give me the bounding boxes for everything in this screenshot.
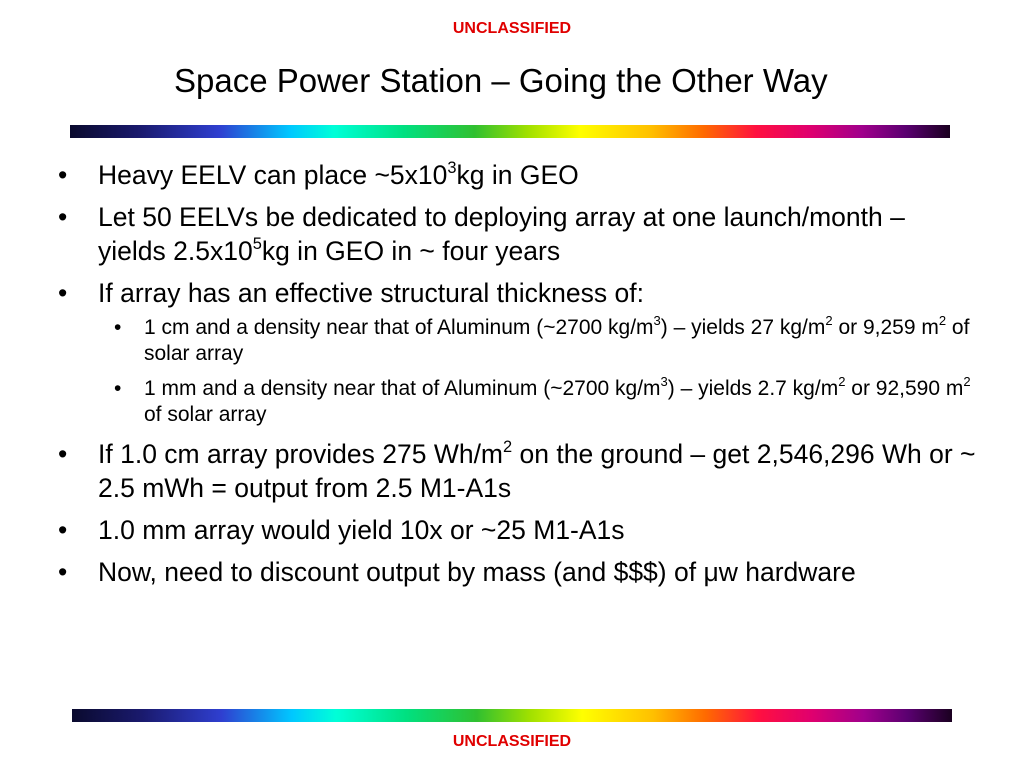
bullet-dot-icon: •: [58, 202, 68, 232]
bullet-item: • Now, need to discount output by mass (and $$$) of μw hardware: [58, 557, 856, 587]
bullet-item: • Heavy EELV can place $\sim 5x10^3kg$ in GEO: [58, 159, 579, 190]
sub-bullet-item: • 1 mm and a density near that of Aluminum (~2700 $kg/m^3$) – yields 2.7 $kg/m^2$ or 92,590 $m^2$ of solar array: [114, 374, 971, 426]
bullet-dot-icon: •: [58, 515, 68, 545]
bullet-item: • If array has an effective structural thickness of: • 1 cm and a density near that of Aluminum (~2700 $kg/m^3$) – yields 27 $kg/m^2$ or 9,259 $m^2$ of solar array • 1 mm and a density near that of Aluminum (~2700 $kg/m^3$) – yields 2.7 $kg/m^2$ or 92,590 $m^2$ of solar array: [58, 276, 978, 428]
bullet-dot-icon: •: [114, 377, 122, 400]
bullet-list: [58, 158, 978, 597]
bullet-dot-icon: •: [58, 439, 68, 469]
top-rainbow-divider: [70, 125, 950, 138]
bottom-rainbow-divider: [72, 709, 952, 722]
sub-bullet-list: [98, 315, 978, 428]
slide-title: Space Power Station – Going the Other Way: [174, 62, 828, 99]
bullet-dot-icon: •: [58, 278, 68, 308]
bullet-item: • If 1.0 cm array provides 275 $Wh/m^2$ on the ground – get 2,546,296 Wh or ~ 2.5 mWh = output from 2.5 M1-A1s: [58, 438, 976, 503]
bullet-item: • Let 50 EELVs be dedicated to deploying array at one launch/month – yields $2.5x10^5kg$ in GEO in ~ four years: [58, 202, 905, 266]
bullet-dot-icon: •: [58, 160, 68, 190]
classification-footer: UNCLASSIFIED: [452, 733, 572, 750]
sub-bullet-item: • 1 cm and a density near that of Aluminum (~2700 $kg/m^3$) – yields 27 $kg/m^2$ or 9,259 $m^2$ of solar array: [114, 313, 970, 365]
bullet-dot-icon: •: [58, 557, 68, 587]
bullet-dot-icon: •: [114, 316, 122, 339]
bullet-item: • 1.0 mm array would yield 10x or ~25 M1-A1s: [58, 515, 625, 545]
classification-header: UNCLASSIFIED: [452, 20, 572, 37]
